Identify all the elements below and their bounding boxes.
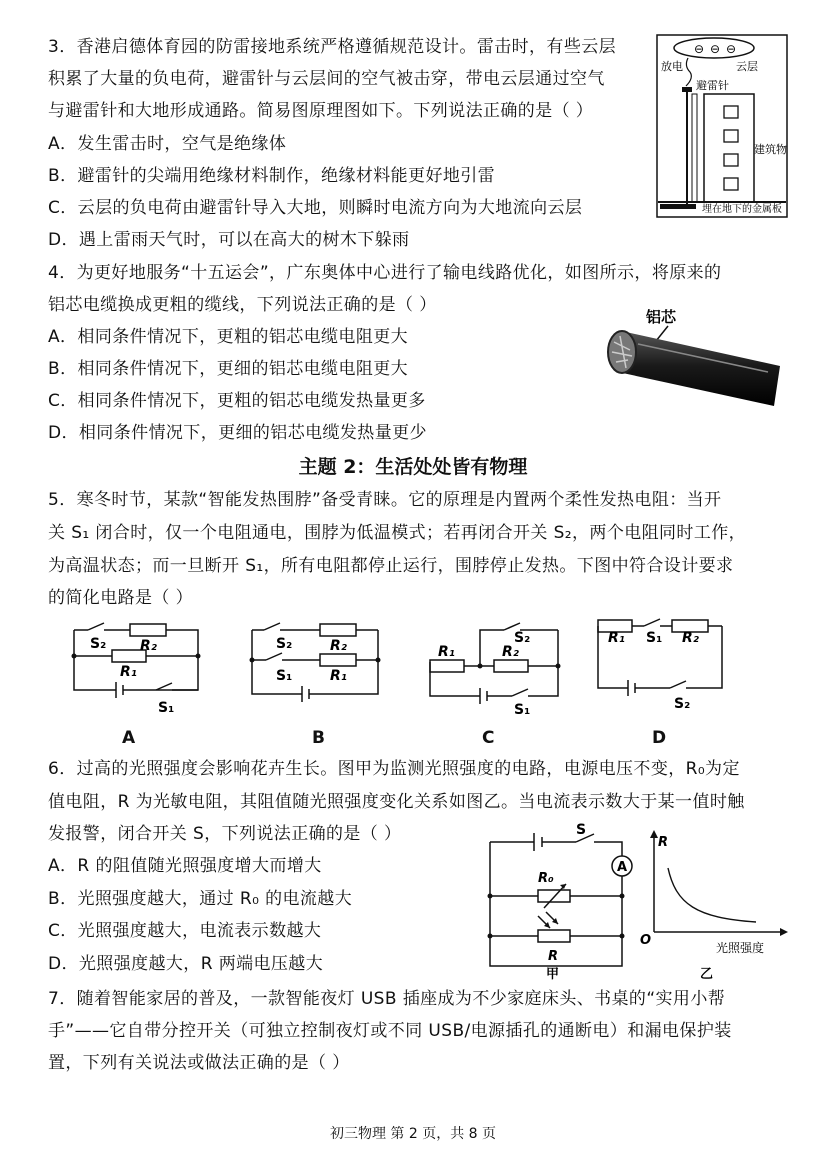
label-r2: R₂ — [502, 644, 519, 660]
label-s1: S₁ — [276, 668, 293, 684]
core-label: 铝芯 — [646, 308, 677, 326]
lightning-rod-figure — [656, 34, 788, 218]
q6-line-2: 值电阻，R 为光敏电阻，其阻值随光照强度变化关系如图乙。当电流表示数大于某一值时触 — [48, 792, 745, 812]
label-r1: R₁ — [438, 644, 455, 660]
label-r1: R₁ — [120, 664, 137, 680]
page-footer: 初三物理 第 2 页，共 8 页 — [329, 1126, 497, 1142]
graph-y-label: R — [658, 835, 669, 850]
switch-label: S — [576, 822, 587, 838]
circuit-d-label: D — [652, 728, 667, 748]
label-s2: S₂ — [90, 636, 107, 652]
label-r2: R₂ — [682, 630, 699, 646]
label-s2: S₂ — [514, 630, 531, 646]
q5-line-4: 的简化电路是（ ） — [48, 588, 194, 608]
circuit-c-label: C — [482, 728, 495, 748]
label-r1: R₁ — [330, 668, 347, 684]
q5-line-2: 关 S₁ 闭合时，仅一个电阻通电，围脖为低温模式；若再闭合开关 S₂，两个电阻同时工作， — [48, 523, 747, 543]
q4-option-d: D．相同条件情况下，更细的铝芯电缆发热量更少 — [48, 423, 427, 443]
graph-yi — [636, 824, 792, 980]
cloud-label: 云层 — [736, 60, 758, 73]
label-s1: S₁ — [158, 700, 175, 716]
jia-label: 甲 — [546, 967, 560, 980]
discharge-label: 放电 — [661, 60, 683, 73]
circuit-c — [420, 618, 570, 718]
graph-x-label: 光照强度 — [716, 941, 765, 955]
label-s2: S₂ — [674, 696, 691, 712]
r0-label: R₀ — [538, 871, 554, 886]
label-r2: R₂ — [140, 638, 157, 654]
q3-line-1: 3．香港启德体育园的防雷接地系统严格遵循规范设计。雷击时，有些云层 — [48, 37, 617, 57]
building-label: 建筑物 — [754, 143, 787, 156]
q4-line-2: 铝芯电缆换成更粗的缆线，下列说法正确的是（ ） — [48, 295, 437, 315]
charge-1: ⊖ — [694, 42, 705, 56]
label-s1: S₁ — [514, 702, 531, 718]
q3-option-a: A．发生雷击时，空气是绝缘体 — [48, 134, 287, 154]
ammeter-label: A — [617, 860, 628, 875]
q3-option-d: D．遇上雷雨天气时，可以在高大的树木下躲雨 — [48, 230, 410, 250]
r-label: R — [548, 949, 559, 964]
building — [704, 94, 754, 202]
label-r2: R₂ — [330, 638, 347, 654]
q3-option-b: B．避雷针的尖端用绝缘材料制作，绝缘材料能更好地引雷 — [48, 166, 496, 186]
resistance-curve — [668, 868, 756, 922]
circuit-jia — [480, 820, 640, 980]
label-s2: S₂ — [276, 636, 293, 652]
circuit-a — [60, 618, 210, 718]
graph-origin: O — [640, 933, 652, 948]
metal-plate — [660, 204, 696, 209]
rod-label: 避雷针 — [696, 79, 729, 92]
q4-option-c: C．相同条件情况下，更粗的铝芯电缆发热量更多 — [48, 391, 426, 411]
q5-line-1: 5．寒冬时节，某款“智能发热围脖”备受青睐。它的原理是内置两个柔性发热电阻：当开 — [48, 490, 722, 510]
charge-2: ⊖ — [710, 42, 721, 56]
discharge-path — [686, 58, 691, 86]
q7-line-2: 手”——它自带分控开关（可独立控制夜灯或不同 USB/电源插孔的通断电）和漏电保护装 — [48, 1021, 732, 1041]
q7-line-1: 7．随着智能家居的普及，一款智能夜灯 USB 插座成为不少家庭床头、书桌的“实用小帮 — [48, 989, 726, 1009]
q6-option-c: C．光照强度越大，电流表示数越大 — [48, 921, 322, 941]
q6-option-d: D．光照强度越大，R 两端电压越大 — [48, 954, 324, 974]
q6-option-b: B．光照强度越大，通过 R₀ 的电流越大 — [48, 889, 353, 909]
label-s1: S₁ — [646, 630, 663, 646]
cable-figure — [598, 302, 788, 410]
circuit-d — [588, 614, 738, 714]
q3-line-3: 与避雷针和大地形成通路。简易图原理图如下。下列说法正确的是（ ） — [48, 101, 594, 121]
q5-line-3: 为高温状态；而一旦断开 S₁，所有电阻都停止运行，围脖停止发热。下图中符合设计要求 — [48, 556, 734, 576]
q6-option-a: A．R 的阻值随光照强度增大而增大 — [48, 856, 322, 876]
topic-heading: 主题 2：生活处处皆有物理 — [298, 456, 528, 478]
circuit-b — [240, 618, 390, 718]
q6-line-3: 发报警，闭合开关 S，下列说法正确的是（ ） — [48, 824, 402, 844]
q4-option-b: B．相同条件情况下，更细的铝芯电缆电阻更大 — [48, 359, 409, 379]
label-r1: R₁ — [608, 630, 625, 646]
q3-option-c: C．云层的负电荷由避雷针导入大地，则瞬时电流方向为大地流向云层 — [48, 198, 583, 218]
q4-option-a: A．相同条件情况下，更粗的铝芯电缆电阻更大 — [48, 327, 409, 347]
circuit-a-label: A — [122, 728, 136, 748]
q4-line-1: 4．为更好地服务“十五运会”，广东奥体中心进行了输电线路优化，如图所示，将原来的 — [48, 263, 722, 283]
q3-line-2: 积累了大量的负电荷，避雷针与云层间的空气被击穿，带电云层通过空气 — [48, 69, 605, 89]
charge-3: ⊖ — [726, 42, 737, 56]
yi-label: 乙 — [700, 967, 714, 980]
circuit-b-label: B — [312, 728, 325, 748]
plate-label: 埋在地下的金属板 — [702, 204, 782, 215]
q6-line-1: 6．过高的光照强度会影响花卉生长。图甲为监测光照强度的电路，电源电压不变，R₀为定 — [48, 759, 740, 779]
q7-line-3: 置，下列有关说法或做法正确的是（ ） — [48, 1053, 350, 1073]
